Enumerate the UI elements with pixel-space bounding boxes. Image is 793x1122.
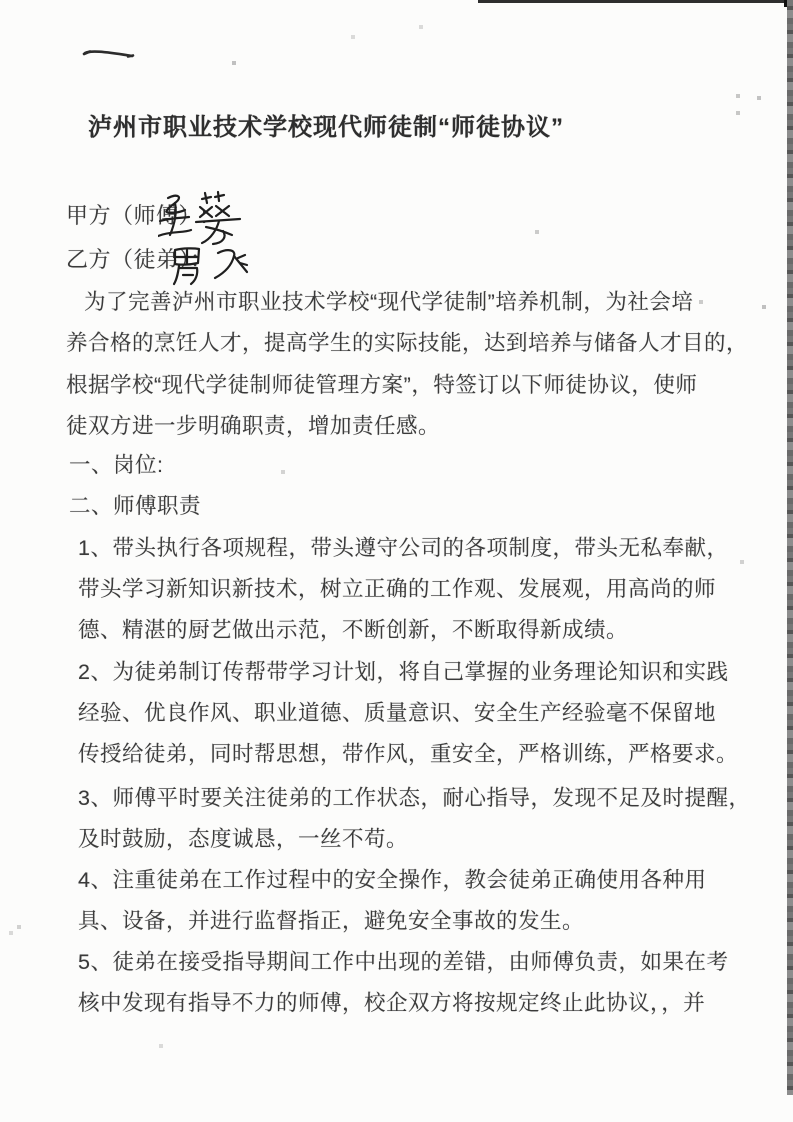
duty-line: 1、带头执行各项规程，带头遵守公司的各项制度，带头无私奉献，: [78, 536, 729, 560]
section-heading-master-duties: 二、师傅职责: [69, 494, 202, 518]
party-b-signature: [168, 241, 253, 289]
scan-artifact-top-line: [478, 0, 793, 3]
duty-line: 4、注重徒弟在工作过程中的安全操作，教会徒弟正确使用各种用: [78, 868, 707, 892]
intro-line: 养合格的烹饪人才，提高学生的实际技能，达到培养与储备人才目的，: [66, 331, 749, 355]
scan-artifact-right-edge: [787, 0, 793, 1095]
duty-line: 经验、优良作风、职业道德、质量意识、安全生产经验毫不保留地: [78, 701, 717, 725]
duty-line: 带头学习新知识新技术，树立正确的工作观、发展观，用高尚的师: [78, 577, 717, 601]
intro-line: 根据学校“现代学徒制师徒管理方案”，特签订以下师徒协议，使师: [66, 373, 698, 397]
duty-line: 2、为徒弟制订传帮带学习计划，将自己掌握的业务理论知识和实践: [78, 660, 729, 684]
document-title: 泸州市职业技术学校现代师徒制“师徒协议”: [88, 114, 564, 141]
duty-line: 德、精湛的厨艺做出示范，不断创新，不断取得新成绩。: [78, 618, 629, 642]
duty-line: 3、师傅平时要关注徒弟的工作状态，耐心指导，发现不足及时提醒，: [78, 786, 751, 810]
party-a-label: 甲方（师傅）:: [66, 203, 208, 228]
handwritten-dash-mark: [80, 46, 140, 60]
duty-line: 具、设备，并进行监督指正，避免安全事故的发生。: [78, 909, 585, 933]
duty-line: 核中发现有指导不力的师傅，校企双方将按规定终止此协议，，并: [78, 991, 706, 1015]
duty-line: 及时鼓励，态度诚恳，一丝不苟。: [78, 827, 409, 851]
duty-line: 5、徒弟在接受指导期间工作中出现的差错，由师傅负责，如果在考: [78, 950, 729, 974]
intro-line: 徒双方进一步明确职责，增加责任感。: [66, 414, 441, 438]
scan-noise-speckles: [0, 0, 2, 2]
party-a-signature: [158, 190, 253, 246]
section-heading-position: 一、岗位:: [69, 453, 164, 477]
duty-line: 传授给徒弟，同时帮思想，带作风，重安全，严格训练，严格要求。: [78, 742, 739, 766]
intro-line: 为了完善泸州市职业技术学校“现代学徒制”培养机制，为社会培: [84, 290, 694, 314]
party-b-label: 乙方（徒弟）：: [66, 247, 213, 272]
